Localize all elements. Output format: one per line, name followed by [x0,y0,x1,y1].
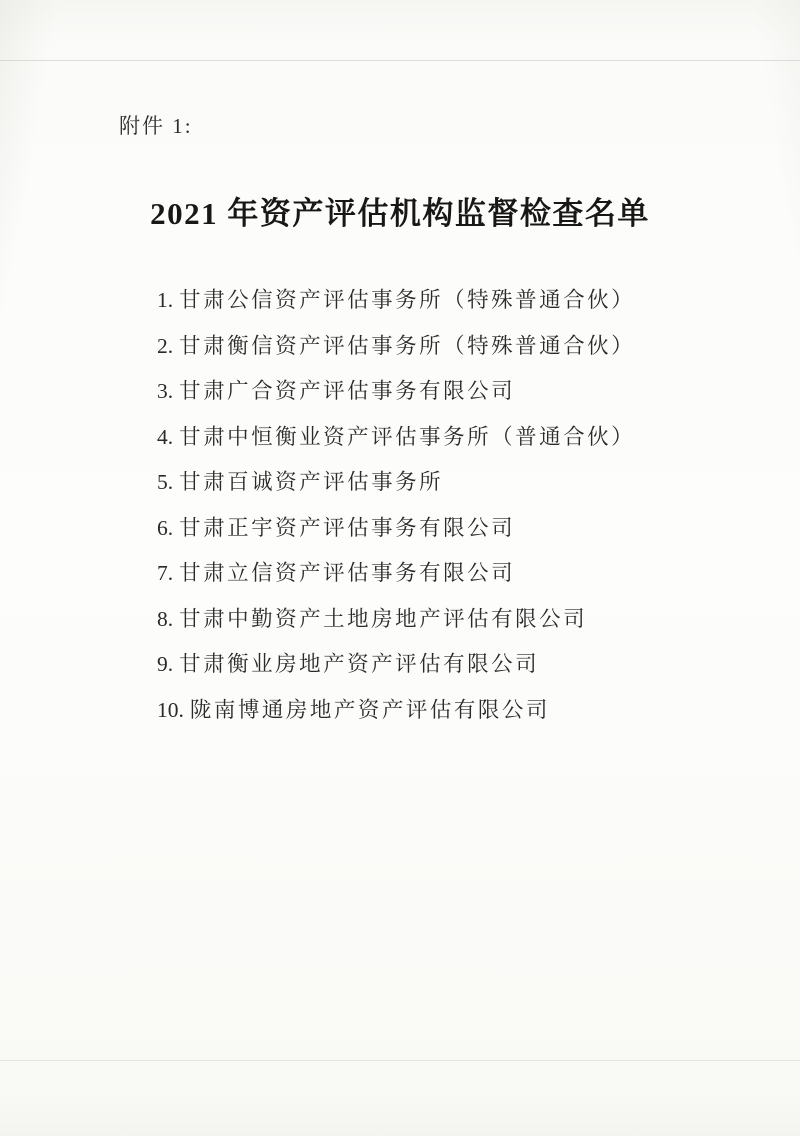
list-item-name: 甘肃中勤资产土地房地产评估有限公司 [179,606,588,631]
attachment-label: 附件 1: [119,114,193,138]
agency-list [157,285,635,740]
list-item-number: 1. [157,288,174,312]
list-item [157,649,635,695]
list-item-name: 甘肃公信资产评估事务所（特殊普通合伙） [179,288,636,312]
list-item [157,604,635,650]
scan-artifact-line-top [0,60,800,61]
list-item-name: 甘肃正宇资产评估事务有限公司 [179,515,516,540]
list-item-number: 4. [157,424,174,449]
list-item-number: 2. [157,333,174,358]
list-item-number: 5. [157,470,174,494]
list-item-name: 甘肃广合资产评估事务有限公司 [179,379,516,403]
list-item [157,467,635,513]
list-item-number: 6. [157,515,174,540]
list-item [157,331,635,377]
list-item-name: 甘肃立信资产评估事务有限公司 [179,561,516,585]
list-item [157,422,635,468]
list-item [157,695,635,741]
list-item-number: 3. [157,379,174,403]
list-item-number: 8. [157,606,174,631]
list-item-name: 甘肃衡业房地产资产评估有限公司 [179,652,540,676]
list-item-number: 9. [157,652,174,676]
list-item-name: 甘肃中恒衡业资产评估事务所（普通合伙） [179,424,636,449]
list-item [157,513,635,559]
scan-artifact-line-bottom [0,1060,800,1061]
list-item-number: 7. [157,561,174,585]
list-item [157,558,635,604]
list-item-name: 甘肃衡信资产评估事务所（特殊普通合伙） [179,333,636,358]
list-item [157,285,635,331]
list-item-number: 10. [157,697,184,722]
list-item-name: 甘肃百诚资产评估事务所 [179,470,444,494]
document-title: 2021 年资产评估机构监督检查名单 [150,196,650,231]
list-item-name: 陇南博通房地产资产评估有限公司 [189,697,550,722]
list-item [157,376,635,422]
